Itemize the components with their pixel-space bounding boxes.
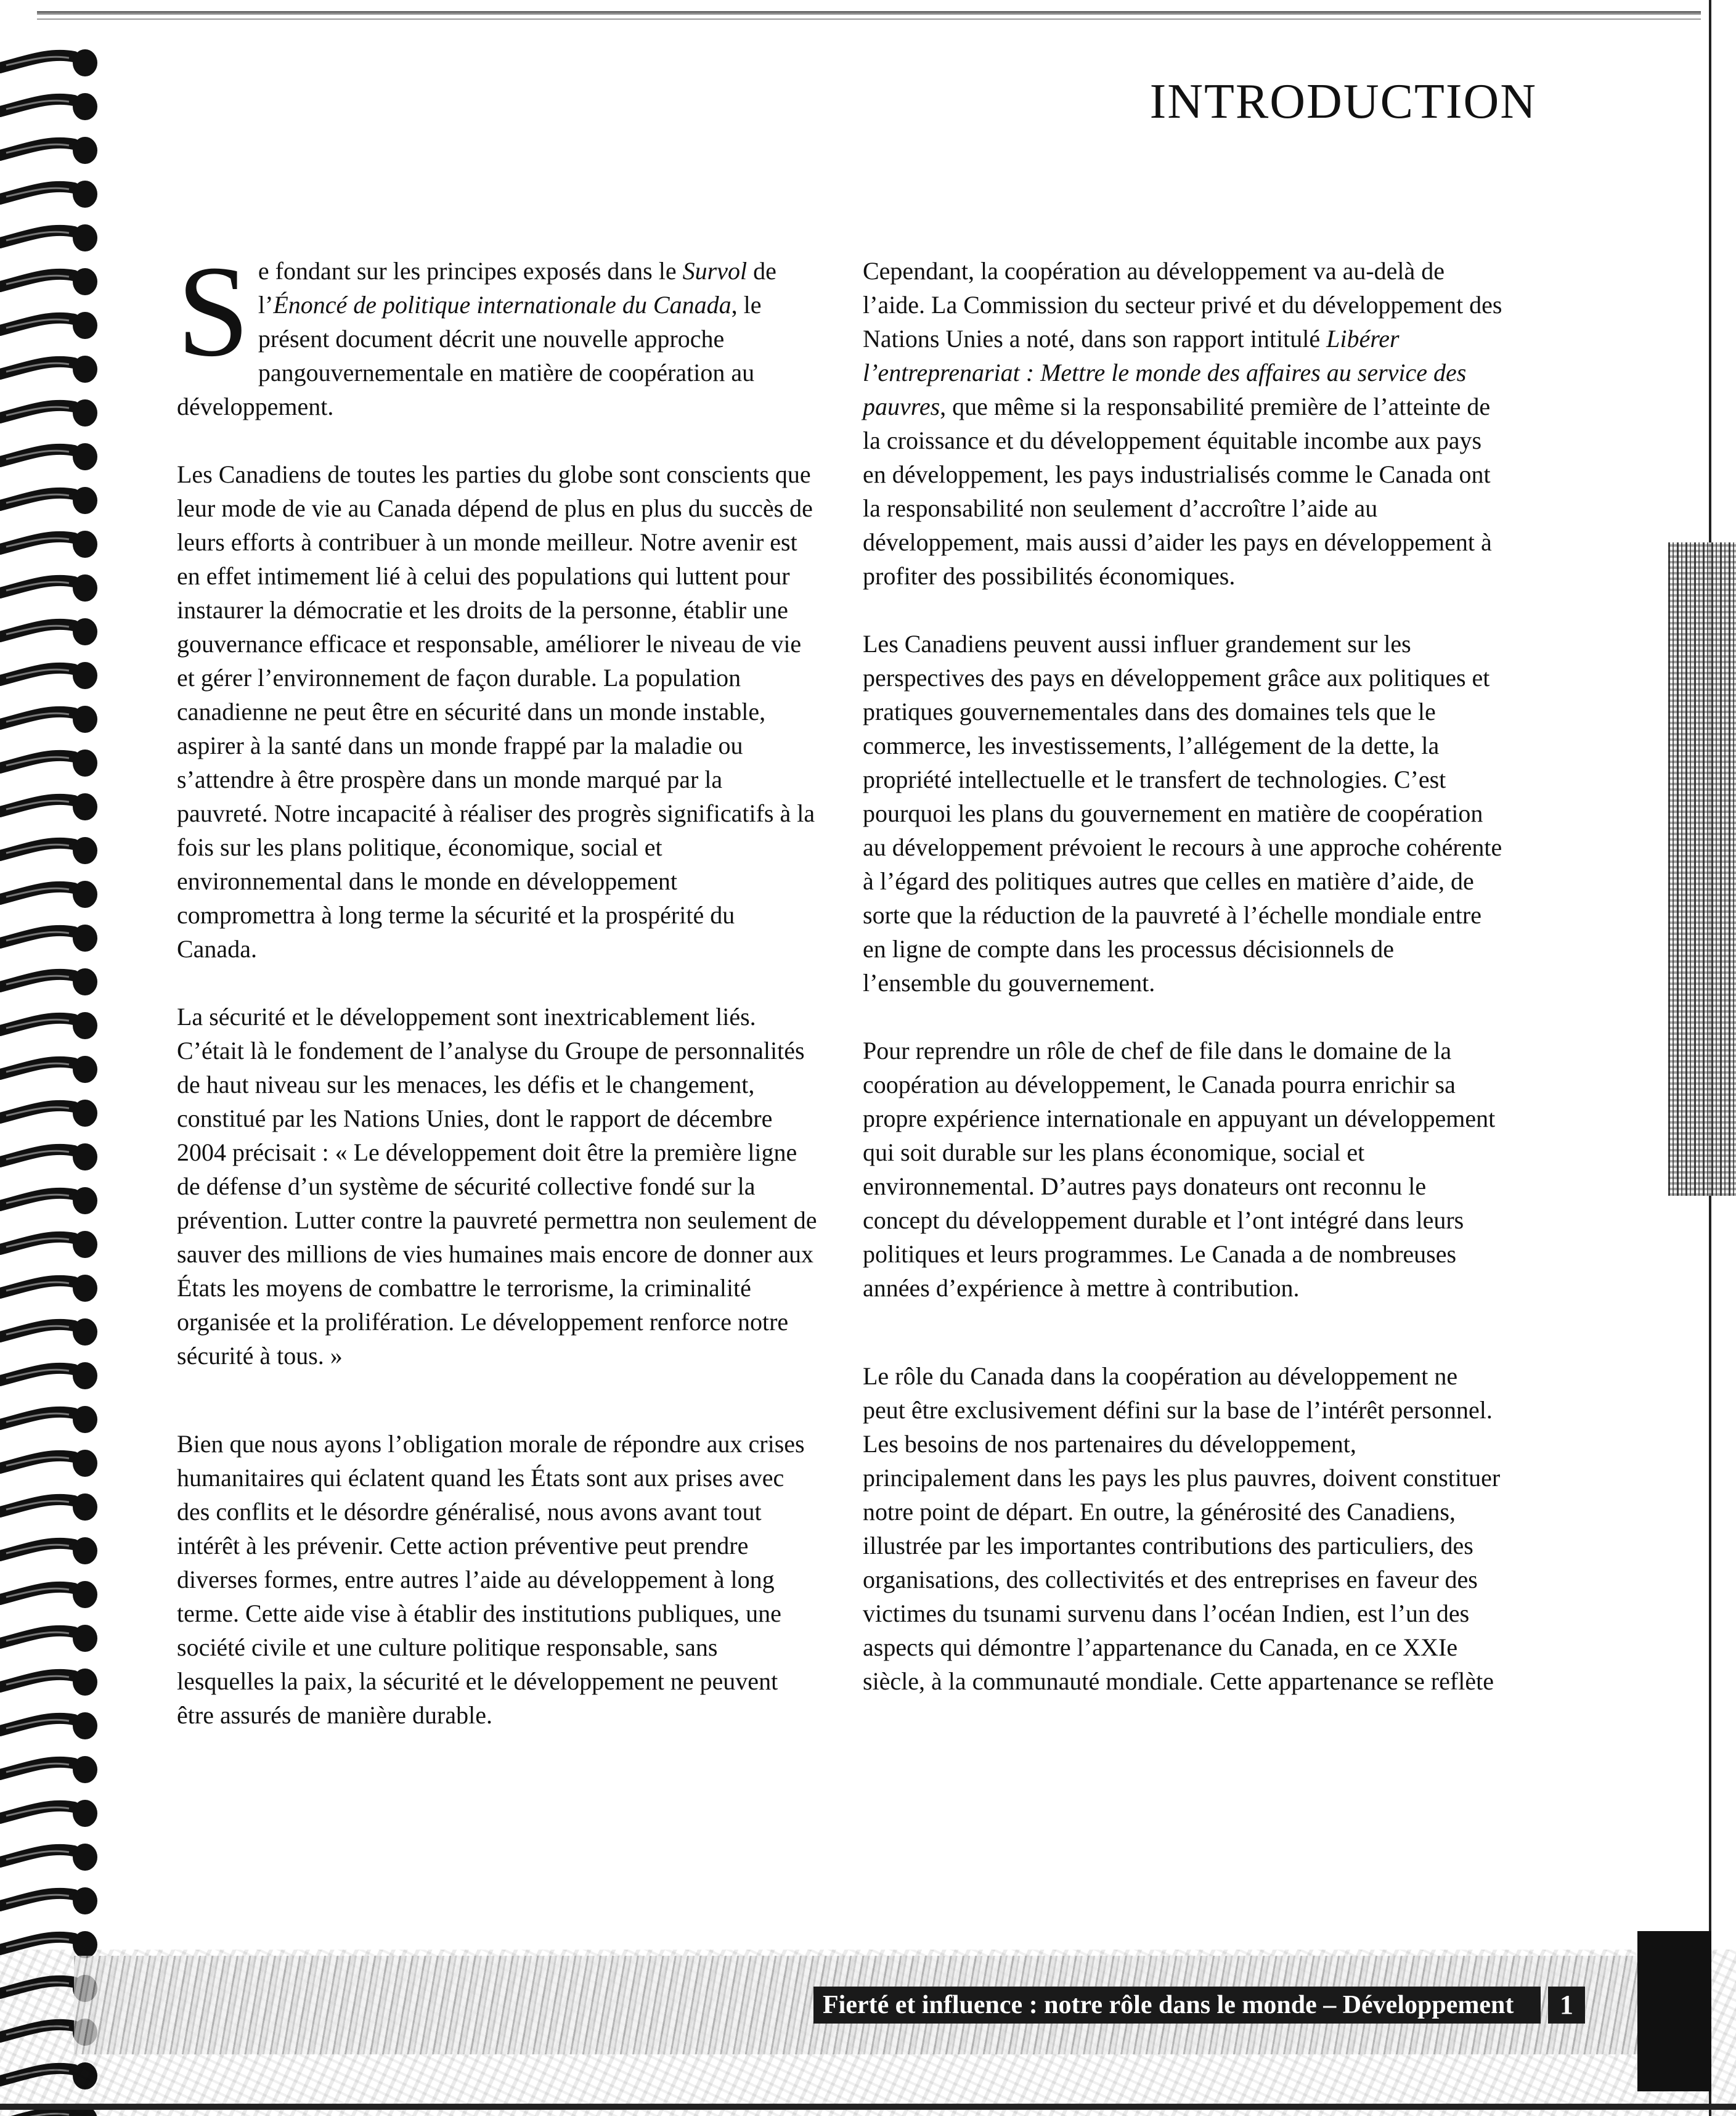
spiral-coil xyxy=(0,312,97,339)
survol-italic: Survol xyxy=(682,257,748,285)
spiral-coil xyxy=(0,968,97,995)
spiral-coil xyxy=(0,1100,97,1127)
paragraph-securite: La sécurité et le développement sont inextricablement liés. C’était là le fondement de l’analyse du Groupe de personnalités de haut niveau sur les menaces, les défis et le changement, constitué par les Nations Unies, dont le rapport de décembre 2004 précisait : « Le développement doit être la première ligne de défense d’un système de sécurité collective fondé sur la prévention. Lutter contre la pauvreté permettra non seulement de sauver des millions de vies humaines mais encore de donner aux États les moyens de combattre le terrorisme, la criminalité organisée et la prolifération. Le développement renforce notre sécurité à tous. » xyxy=(177,1003,817,1370)
footer-dark-corner xyxy=(1637,1931,1711,2091)
intro-lead: e fondant sur les principes exposés dans le xyxy=(258,257,683,285)
spiral-binding xyxy=(0,37,105,2116)
cependant-rest: , que même si la responsabilité première de l’atteinte de la croissance et du développement équitable incombe aux pays en développement, les pays industrialisés comme le Canada ont la responsabilité non seulement d’accroître l’aide au développement, mais aussi d’aider les pays en développement à profiter des possibilités économiques. xyxy=(863,393,1492,590)
spiral-coil xyxy=(0,1406,97,1433)
spiral-coil xyxy=(0,706,97,733)
spiral-coil xyxy=(0,399,97,427)
spiral-coil xyxy=(0,443,97,470)
spiral-coil xyxy=(0,1844,97,1871)
spiral-coil xyxy=(0,793,97,820)
page-title: INTRODUCTION xyxy=(1149,75,1537,129)
spiral-coil xyxy=(0,662,97,689)
page-edge-texture xyxy=(1668,542,1736,1196)
enonce-italic: Énoncé de politique internationale du Canada xyxy=(273,291,731,319)
spiral-coil xyxy=(0,356,97,383)
cependant-lead: Cependant, la coopération au développement va au-delà de l’aide. La Commission du secteur privé et du développement des Nations Unies a noté, dans son rapport intitulé xyxy=(863,257,1502,353)
paragraph-cependant xyxy=(863,254,1504,593)
spiral-coil xyxy=(0,750,97,777)
page-number: 1 xyxy=(1548,1987,1585,2024)
spiral-coil xyxy=(0,1450,97,1477)
spiral-coil xyxy=(0,531,97,558)
top-rule xyxy=(37,11,1701,15)
spiral-coil xyxy=(0,574,97,602)
footer xyxy=(0,1950,1736,2116)
spiral-coil xyxy=(0,1318,97,1346)
spiral-coil xyxy=(0,1493,97,1521)
spiral-coil xyxy=(0,1800,97,1827)
spiral-coil xyxy=(0,224,97,251)
spiral-coil xyxy=(0,1669,97,1696)
intro-mid: de l’ xyxy=(258,257,776,319)
spiral-coil xyxy=(0,1012,97,1039)
spiral-coil xyxy=(0,881,97,908)
spiral-coil xyxy=(0,1143,97,1170)
paragraph-obligation: Bien que nous ayons l’obligation morale de répondre aux crises humanitaires qui éclatent quand les États sont aux prises avec des conflits et le désordre généralisé, nous avons avant tout intérêt à les prévenir. Cette action préventive peut prendre diverses formes, entre autres l’aide au développement à long terme. Cette aide vise à établir des institutions publiques, une société civile et une culture politique responsable, sans lesquelles la paix, la sécurité et le développement ne peuvent être assurés de manière durable. xyxy=(177,1430,805,1729)
spiral-coil xyxy=(0,1712,97,1739)
paragraph-influence: Les Canadiens peuvent aussi influer grandement sur les perspectives des pays en développement grâce aux politiques et pratiques gouvernementales dans des domaines tels que le commerce, les investissements, l’allégement de la dette, la propriété intellectuelle et le transfert de technologies. C’est pourquoi les plans du gouvernement en matière de coopération au développement prévoient le recours à une approche cohérente à l’égard des politiques autres que celles en matière d’aide, de sorte que la réduction de la pauvreté à l’échelle mondiale entre en ligne de compte dans les processus décisionnels de l’ensemble du gouvernement. xyxy=(863,630,1502,997)
spiral-coil xyxy=(0,93,97,120)
drop-cap: S xyxy=(177,239,250,383)
spiral-coil xyxy=(0,268,97,295)
spiral-coil xyxy=(0,1056,97,1083)
spiral-coil xyxy=(0,1625,97,1652)
intro-rest: , le présent document décrit une nouvelle approche pangouvernementale en matière de coopération au développement. xyxy=(177,291,762,420)
spiral-coil xyxy=(0,137,97,164)
right-column xyxy=(863,254,1504,1732)
spiral-coil xyxy=(0,49,97,76)
footer-bottom-rule xyxy=(0,2104,1736,2110)
spiral-coil xyxy=(0,837,97,864)
spiral-coil xyxy=(0,1187,97,1214)
paragraph-role-canada: Le rôle du Canada dans la coopération au développement ne peut être exclusivement défini sur la base de l’intérêt personnel. Les besoins de nos partenaires du développement, principalement dans les pays les plus pauvres, doivent constituer notre point de départ. En outre, la générosité des Canadiens, illustrée par les importantes contributions des particuliers, des organisations, des collectivités et des entreprises en faveur des victimes du tsunami survenu dans l’océan Indien, est l’un des aspects qui démontre l’appartenance du Canada, en ce XXIe siècle, à la communauté mondiale. Cette appartenance se reflète xyxy=(863,1362,1501,1695)
spiral-coil xyxy=(0,1537,97,1564)
spiral-coil xyxy=(0,1887,97,1914)
spiral-coil xyxy=(0,1231,97,1258)
spiral-coil xyxy=(0,1581,97,1608)
spiral-coil xyxy=(0,1362,97,1389)
report-title-italic: Libérer l’entreprenariat : Mettre le monde des affaires au service des pauvres xyxy=(863,325,1467,420)
spiral-coil xyxy=(0,1756,97,1783)
left-column xyxy=(177,239,818,1766)
spiral-coil xyxy=(0,925,97,952)
top-rule-thin xyxy=(37,18,1701,20)
intro-paragraph xyxy=(177,239,818,423)
paragraph-canadiens: Les Canadiens de toutes les parties du globe sont conscients que leur mode de vie au Canada dépend de plus en plus du succès de leurs efforts à contribuer à un monde meilleur. Notre avenir est en effet intimement lié à celui des populations qui luttent pour instaurer la démocratie et les droits de la personne, établir une gouvernance efficace et responsable, améliorer le niveau de vie et gérer l’environnement de façon durable. La population canadienne ne peut être en sécurité dans un monde instable, aspirer à la santé dans un monde frappé par la maladie ou s’attendre à être prospère dans un monde marqué par la pauvreté. Notre incapacité à réaliser des progrès significatifs à la fois sur les plans politique, économique, social et environnemental dans le monde en développement compromettra à long terme la sécurité et la prospérité du Canada. xyxy=(177,460,815,963)
paragraph-chef-de-file: Pour reprendre un rôle de chef de file dans le domaine de la coopération au développement, le Canada pourra enrichir sa propre expérience internationale en appuyant un développement qui soit durable sur les plans économique, social et environnemental. D’autres pays donateurs ont reconnu le concept du développement durable et l’ont intégré dans leurs politiques et leurs programmes. Le Canada a de nombreuses années d’expérience à mettre à contribution. xyxy=(863,1037,1496,1302)
spiral-coil xyxy=(0,487,97,514)
spiral-coil xyxy=(0,1275,97,1302)
spiral-coil xyxy=(0,618,97,645)
spiral-coil xyxy=(0,181,97,208)
running-title: Fierté et influence : notre rôle dans le monde – Développement xyxy=(823,1991,1514,2019)
